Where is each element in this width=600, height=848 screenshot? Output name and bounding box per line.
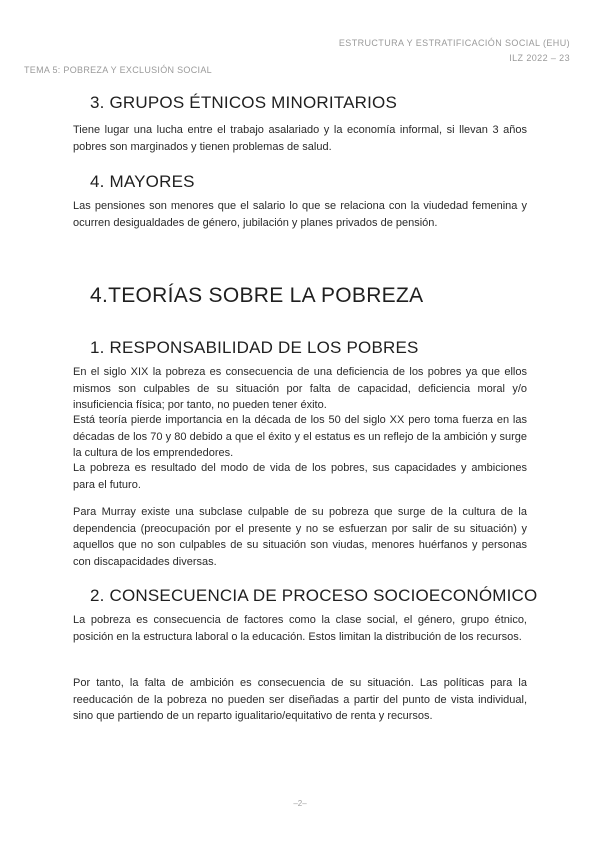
- heading-grupos-etnicos: 3. GRUPOS ÉTNICOS MINORITARIOS: [90, 93, 397, 112]
- paragraph-responsabilidad-4: Para Murray existe una subclase culpable de su pobreza que surge de la cultura de la dependencia (preocupación por el presente y no se esfuerzan por salir de su situación) y aquellos que no son culpables de su situación son viudas, menores huérfanos y personas con discapacidades diversas.: [73, 506, 527, 569]
- heading-mayores: 4. MAYORES: [90, 172, 195, 191]
- heading-consecuencia: 2. CONSECUENCIA DE PROCESO SOCIOECONÓMICO: [90, 586, 538, 605]
- paragraph-responsabilidad-3: La pobreza es resultado del modo de vida de los pobres, sus capacidades y ambiciones para el futuro.: [73, 462, 527, 491]
- heading-responsabilidad: 1. RESPONSABILIDAD DE LOS POBRES: [90, 338, 419, 357]
- paragraph-responsabilidad-1: En el siglo XIX la pobreza es consecuencia de una deficiencia de los pobres ya que ellos mismos son culpables de su situación por falta de capacidad, deficiencia moral y/o insuficiencia física; por tanto, no pueden tener éxito.: [73, 366, 527, 412]
- heading-teorias: 4.TEORÍAS SOBRE LA POBREZA: [90, 284, 424, 307]
- paragraph-mayores: Las pensiones son menores que el salario lo que se relaciona con la viudedad femenina y ocurren desigualdades de género, jubilación y planes privados de pensión.: [73, 200, 527, 229]
- topic-header: TEMA 5: POBREZA Y EXCLUSIÓN SOCIAL: [24, 65, 212, 75]
- paragraph-consecuencia-2: Por tanto, la falta de ambición es consecuencia de su situación. Las políticas para la reeducación de la pobreza no pueden ser diseñadas a partir del punto de vista individual, sino que partiendo de un reparto igualitario/equitativo de renta y recursos.: [73, 677, 527, 723]
- paragraph-responsabilidad-2: Está teoría pierde importancia en la década de los 50 del siglo XX pero toma fuerza en las décadas de los 70 y 80 debido a que el éxito y el estatus es un reflejo de la ambición y surge la cultura de los emprendedores.: [73, 414, 527, 460]
- page-number: –2–: [293, 799, 307, 808]
- running-header-right: [339, 36, 570, 66]
- paragraph-grupos-etnicos: Tiene lugar una lucha entre el trabajo asalariado y la economía informal, si llevan 3 años pobres son marginados y tienen problemas de salud.: [73, 124, 527, 153]
- paragraph-consecuencia-1: La pobreza es consecuencia de factores como la clase social, el género, grupo étnico, posición en la estructura laboral o la educación. Estos limitan la distribución de los recursos.: [73, 614, 527, 643]
- course-title: ESTRUCTURA Y ESTRATIFICACIÓN SOCIAL (EHU): [338, 38, 570, 48]
- academic-year: ILZ 2022 – 23: [509, 53, 570, 63]
